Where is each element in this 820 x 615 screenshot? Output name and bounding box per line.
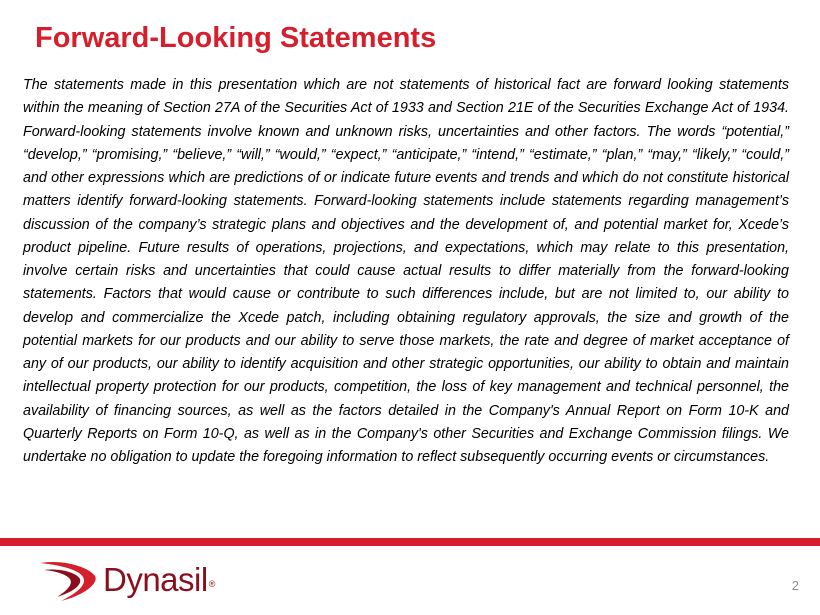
footer-divider — [0, 538, 820, 546]
dynasil-logo — [35, 557, 235, 603]
page-number: 2 — [791, 578, 799, 593]
logo-wordmark — [103, 560, 215, 600]
dynasil-swoosh-icon — [35, 557, 103, 603]
forward-looking-statement-text: The statements made in this presentation which are not statements of historical fact are forward looking statements within the meaning of Section 27A of the Securities Act of 1933 and Section 21E of the Securities Exchange Act of 1934. Forward-looking statements involve known and unknown risks, uncertainties and other factors. The words “potential,” “develop,” “promising,” “believe,” “will,” “would,” “expect,” “anticipate,” “intend,” “estimate,” “plan,” “may,” “likely,” “could,” and other expressions which are predictions of or indicate future events and trends and which do not constitute historical matters identify forward-looking statements. Forward-looking statements include statements regarding management’s discussion of the company’s strategic plans and objectives and the development of, and potential market for, Xcede’s product pipeline. Future results of operations, projections, and expectations, which may relate to this presentation, involve certain risks and uncertainties that could cause actual results to differ materially from the forward-looking statements. Factors that would cause or contribute to such differences include, but are not limited to, our ability to develop and commercialize the Xcede patch, including obtaining regulatory approvals, the size and growth of the potential markets for our products and our ability to serve those markets, the rate and degree of market acceptance of any of our products, our ability to identify acquisition and other strategic opportunities, our ability to obtain and maintain intellectual property protection for our products, competition, the loss of key management and technical personnel, the availability of financing sources, as well as the factors detailed in the Company's Annual Report on Form 10-K and Quarterly Reports on Form 10-Q, as well as in the Company's other Securities and Exchange Commission filings. We undertake no obligation to update the foregoing information to reflect subsequently occurring events or circumstances. — [23, 77, 789, 465]
slide-title: Forward-Looking Statements — [35, 22, 437, 54]
logo-text: Dynasil — [103, 561, 208, 598]
registered-mark: ® — [208, 579, 215, 589]
